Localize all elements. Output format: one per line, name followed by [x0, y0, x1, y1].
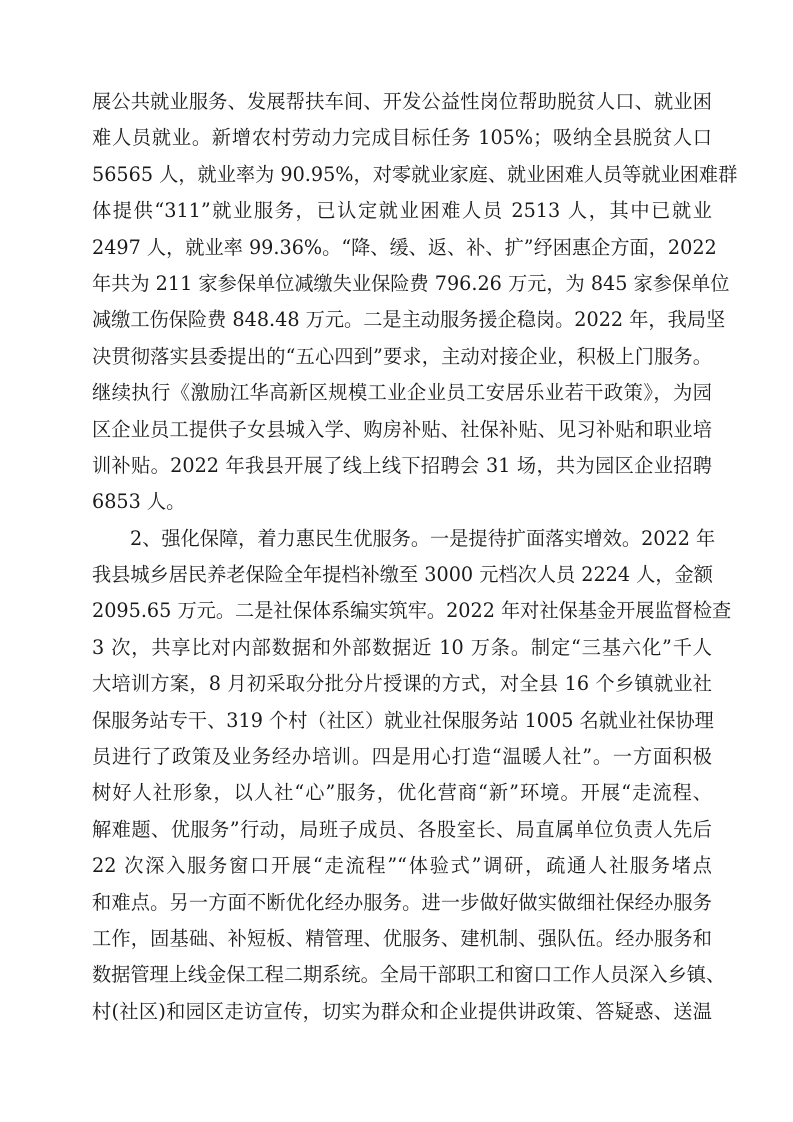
paragraph-employment [92, 84, 738, 521]
text-line: 保服务站专干、319 个村（社区）就业社保服务站 1005 名就业社保协理 [92, 708, 714, 732]
text-line: 年共为 211 家参保单位减缴失业保险费 796.26 万元，为 845 家参保单位 [92, 271, 730, 295]
text-line: 56565 人，就业率为 90.95%，对零就业家庭、就业困难人员等就业困难群 [92, 162, 738, 186]
text-line: 展公共就业服务、发展帮扶车间、开发公益性岗位帮助脱贫人口、就业困 [92, 90, 712, 113]
text-line: 2497 人，就业率 99.36%。“降、缓、返、补、扩”纾困惠企方面，2022 [92, 235, 717, 259]
text-line: 村(社区)和园区走访宣传，切实为群众和企业提供讲政策、答疑惑、送温 [92, 999, 712, 1023]
text-line: 大培训方案，8 月初采取分批分片授课的方式，对全县 16 个乡镇就业社 [92, 672, 712, 696]
text-line: 3 次，共享比对内部数据和外部数据近 10 万条。制定“三基六化”千人 [92, 635, 712, 659]
text-line: 树好人社形象，以人社“心”服务，优化营商“新”环境。开展“走流程、 [92, 781, 712, 805]
text-line: 2095.65 万元。二是社保体系编实筑牢。2022 年对社保基金开展监督检查 [92, 599, 732, 623]
text-line: 训补贴。2022 年我县开展了线上线下招聘会 31 场，共为园区企业招聘 [92, 453, 712, 477]
text-line: 体提供“311”就业服务，已认定就业困难人员 2513 人，其中已就业 [92, 199, 712, 223]
text-line: 继续执行《激励江华高新区规模工业企业员工安居乐业若干政策》，为园 [92, 381, 712, 405]
text-line: 22 次深入服务窗口开展“走流程”“体验式”调研，疏通人社服务堵点 [92, 854, 712, 878]
paragraph-social-security [92, 521, 732, 1030]
text-line: 工作，固基础、补短板、精管理、优服务、建机制、强队伍。经办服务和 [92, 926, 712, 950]
text-line: 决贯彻落实县委提出的“五心四到”要求，主动对接企业，积极上门服务。 [92, 344, 712, 368]
text-line: 我县城乡居民养老保险全年提档补缴至 3000 元档次人员 2224 人，金额 [92, 563, 713, 587]
text-line: 减缴工伤保险费 848.48 万元。二是主动服务援企稳岗。2022 年，我局坚 [92, 308, 726, 332]
text-line: 难人员就业。新增农村劳动力完成目标任务 105%；吸纳全县脱贫人口 [92, 126, 712, 150]
text-line: 解难题、优服务”行动，局班子成员、各股室长、局直属单位负责人先后 [92, 817, 712, 841]
text-line: 员进行了政策及业务经办培训。四是用心打造“温暖人社”。一方面积极 [92, 745, 712, 769]
text-line: 区企业员工提供子女县城入学、购房补贴、社保补贴、见习补贴和职业培 [92, 417, 712, 441]
text-line: 6853 人。 [92, 490, 186, 514]
text-line: 和难点。另一方面不断优化经办服务。进一步做好做实做细社保经办服务 [92, 890, 712, 914]
text-line: 2、强化保障，着力惠民生优服务。一是提待扩面落实增效。2022 年 [130, 526, 716, 550]
document-body [92, 84, 738, 1030]
text-line: 数据管理上线金保工程二期系统。全局干部职工和窗口工作人员深入乡镇、 [92, 963, 726, 987]
